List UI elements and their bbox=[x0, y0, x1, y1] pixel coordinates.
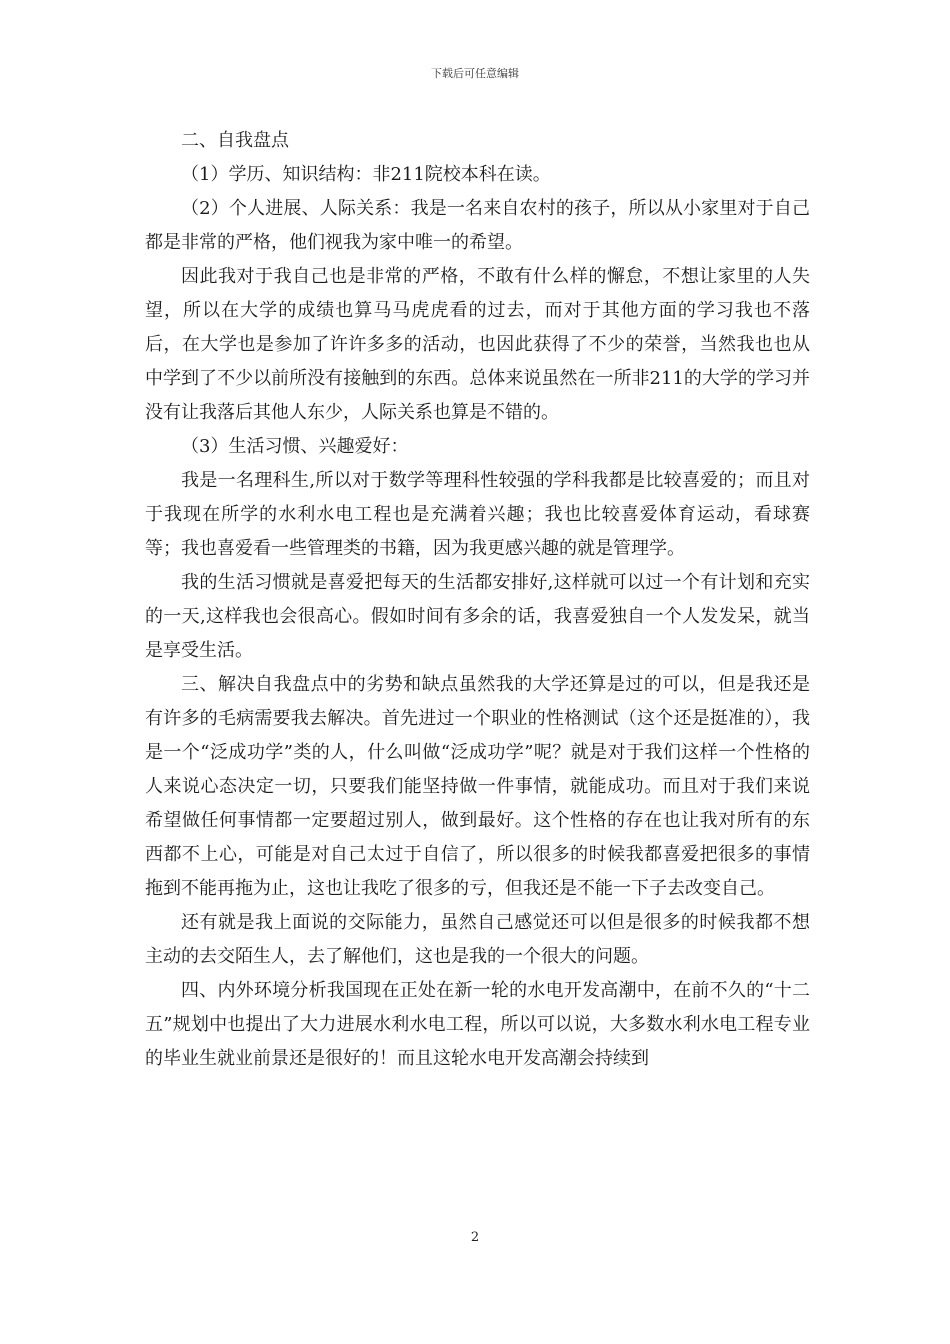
paragraph: 还有就是我上面说的交际能力，虽然自己感觉还可以但是很多的时候我都不想主动的去交陌生人，去了解他们，这也是我的一个很大的问题。 bbox=[145, 912, 810, 967]
paragraph: 我是一名理科生,所以对于数学等理科性较强的学科我都是比较喜爱的；而且对于我现在所学的水利水电工程也是充满着兴趣；我也比较喜爱体育运动，看球赛等；我也喜爱看一些管理类的书籍，因为我更感兴趣的就是管理学。 bbox=[145, 470, 810, 559]
paragraph: 三、解决自我盘点中的劣势和缺点虽然我的大学还算是过的可以，但是我还是有许多的毛病需要我去解决。首先进过一个职业的性格测试（这个还是挺准的），我是一个“泛成功学”类的人，什么叫做“泛成功学”呢？就是对于我们这样一个性格的人来说心态决定一切，只要我们能坚持做一件事情，就能成功。而且对于我们来说希望做任何事情都一定要超过别人，做到最好。这个性格的存在也让我对所有的东西都不上心，可能是对自己太过于自信了，所以很多的时候我都喜爱把很多的事情拖到不能再拖为止，这也让我吃了很多的亏，但我还是不能一下子去改变自己。 bbox=[145, 674, 810, 899]
section-heading: 二、自我盘点 bbox=[181, 130, 289, 151]
paragraph: （1）学历、知识结构：非211院校本科在读。 bbox=[181, 164, 551, 185]
page-number: 2 bbox=[470, 1230, 480, 1245]
paragraph: （2）个人进展、人际关系：我是一名来自农村的孩子，所以从小家里对于自己都是非常的严格，他们视我为家中唯一的希望。 bbox=[145, 198, 810, 253]
paragraph: 因此我对于我自己也是非常的严格，不敢有什么样的懈怠，不想让家里的人失望，所以在大学的成绩也算马马虎虎看的过去，而对于其他方面的学习我也不落后，在大学也是参加了许许多多的活动，也因此获得了不少的荣誉，当然我也也从中学到了不少以前所没有接触到的东西。总体来说虽然在一所非211的大学的学习并没有让我落后其他人东少，人际关系也算是不错的。 bbox=[145, 266, 810, 423]
page-header: 下载后可任意编辑 bbox=[431, 67, 519, 80]
document-body bbox=[145, 124, 810, 1076]
paragraph: 四、内外环境分析我国现在正处在新一轮的水电开发高潮中，在前不久的“十二五”规划中也提出了大力进展水利水电工程，所以可以说，大多数水利水电工程专业的毕业生就业前景还是很好的！而且这轮水电开发高潮会持续到 bbox=[145, 980, 810, 1069]
paragraph: （3）生活习惯、兴趣爱好： bbox=[181, 436, 409, 457]
paragraph: 我的生活习惯就是喜爱把每天的生活都安排好,这样就可以过一个有计划和充实的一天,这样我也会很高心。假如时间有多余的话，我喜爱独自一个人发发呆，就当是享受生活。 bbox=[145, 572, 810, 661]
